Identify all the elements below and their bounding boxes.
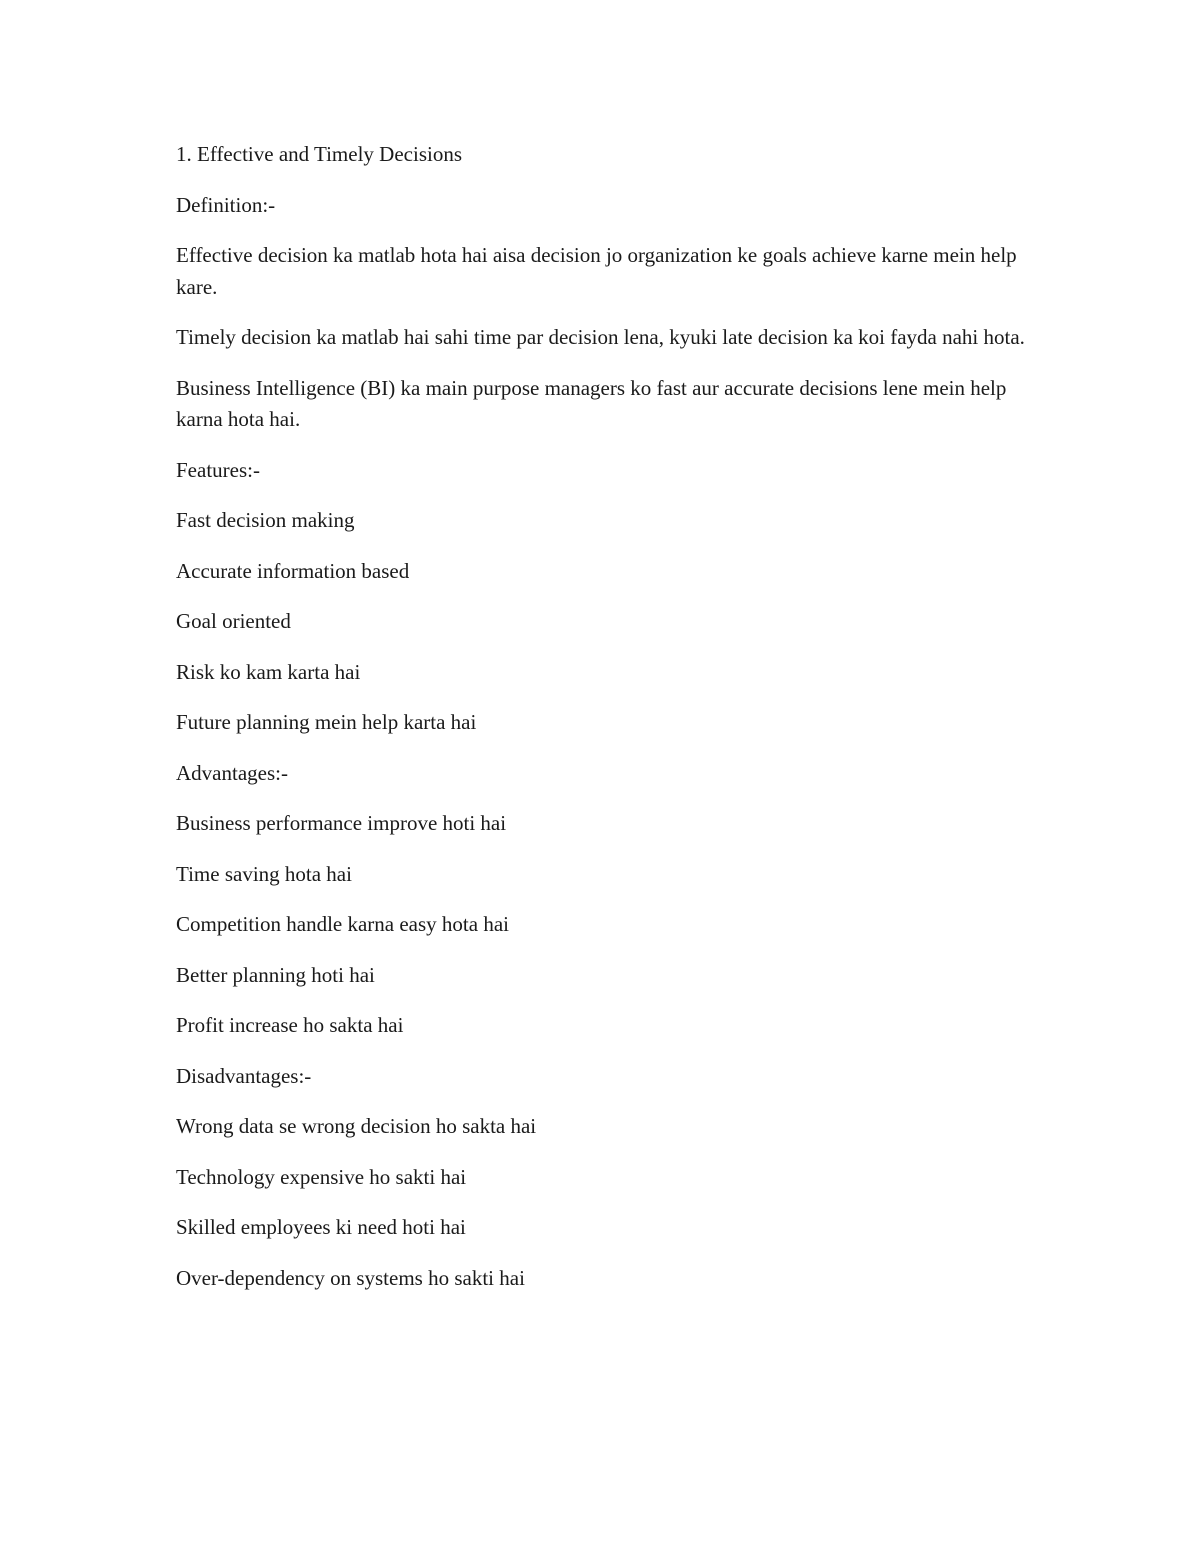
disadvantage-item: Skilled employees ki need hoti hai [176,1215,466,1239]
features-label: Features:- [176,457,260,482]
disadvantages-label: Disadvantages:- [176,1063,312,1088]
advantage-item: Business performance improve hoti hai [176,811,507,835]
feature-item: Future planning mein help karta hai [176,710,477,734]
advantages-label: Advantages:- [176,760,288,785]
advantage-item: Better planning hoti hai [176,962,375,987]
section-heading: 1. Effective and Timely Decisions [176,142,462,166]
advantage-item: Time saving hota hai [176,861,352,886]
definition-label: Definition:- [176,192,276,217]
feature-item: Risk ko kam karta hai [176,659,361,684]
feature-item: Goal oriented [176,609,291,633]
feature-item: Accurate information based [176,558,410,583]
definition-paragraph: Business Intelligence (BI) ka main purpose managers ko fast aur accurate decisions lene mein help karna hota hai. [176,375,1007,431]
definition-paragraph: Timely decision ka matlab hai sahi time par decision lena, kyuki late decision ka koi fayda nahi hota. [176,325,1025,349]
advantage-item: Profit increase ho sakta hai [176,1013,404,1037]
disadvantage-item: Technology expensive ho sakti hai [176,1164,467,1189]
advantage-item: Competition handle karna easy hota hai [176,912,509,936]
definition-paragraph: Effective decision ka matlab hota hai aisa decision jo organization ke goals achieve karne mein help kare. [176,243,1017,299]
document-body [176,139,1036,1313]
disadvantage-item: Over-dependency on systems ho sakti hai [176,1265,525,1290]
feature-item: Fast decision making [176,508,355,532]
disadvantage-item: Wrong data se wrong decision ho sakta hai [176,1114,537,1138]
